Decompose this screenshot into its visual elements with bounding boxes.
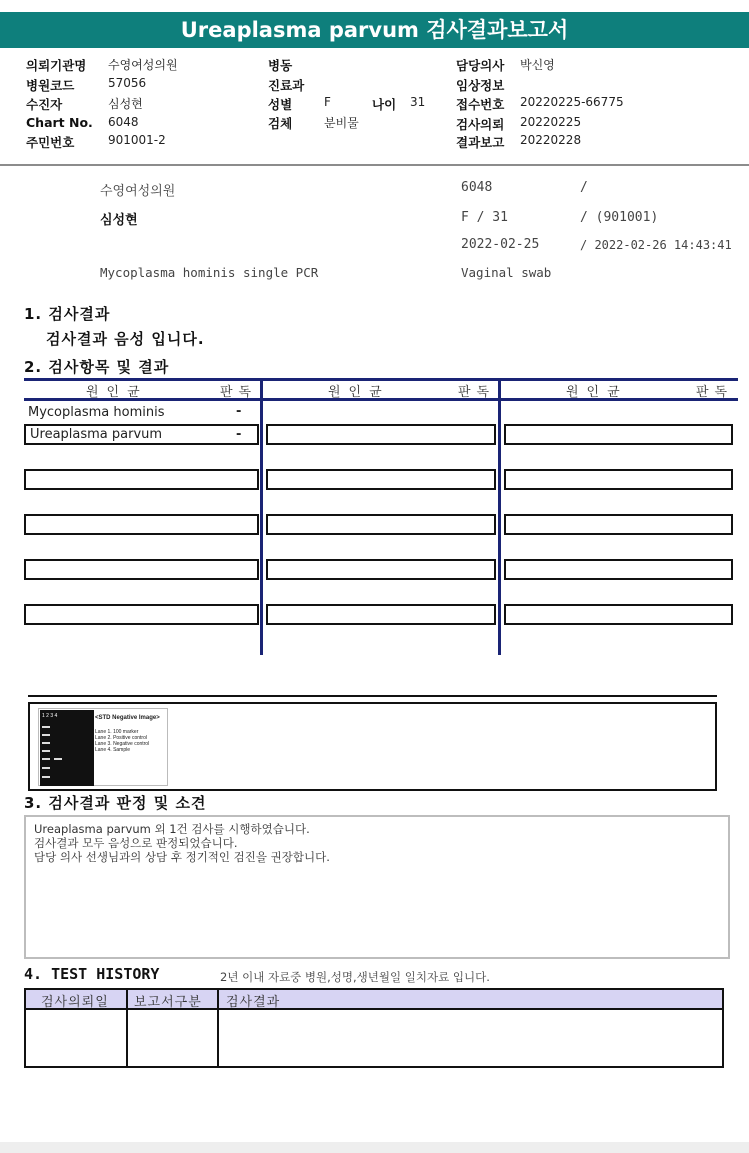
- history-col-type: 보고서구분: [134, 995, 202, 1010]
- history-table: [24, 988, 724, 1068]
- history-col-divider: [126, 990, 128, 1066]
- summary-patient: 심성현: [100, 213, 138, 228]
- summary-chart: 6048: [461, 180, 493, 195]
- result-cell-empty: [266, 559, 496, 580]
- chart-value: 6048: [108, 115, 139, 129]
- request-label: 검사의뢰: [456, 117, 505, 132]
- code-label: 병원코드: [26, 78, 75, 93]
- history-table-header: [26, 990, 722, 1010]
- gel-lane-1: Lane 1. 100 marker: [95, 729, 139, 735]
- results-table-col-divider-2: [498, 378, 501, 655]
- request-value: 20220225: [520, 115, 582, 129]
- col-header-judge-2: 판독: [458, 385, 496, 400]
- gel-band: [42, 750, 50, 752]
- dept-label: 진료과: [268, 78, 305, 93]
- sex-value: F: [324, 95, 331, 109]
- report-label: 결과보고: [456, 135, 505, 150]
- gel-band: [42, 767, 50, 769]
- report-title: Ureaplasma parvum 검사결과보고서: [0, 12, 749, 48]
- clinical-label: 임상정보: [456, 78, 505, 93]
- result-cell-empty: [24, 514, 259, 535]
- history-note: 2년 이내 자료중 병원,성명,생년월일 일치자료 입니다.: [220, 970, 490, 984]
- code-value: 57056: [108, 76, 147, 90]
- result-cell-empty: [504, 514, 733, 535]
- opinion-line: 담당 의사 선생님과의 상담 후 정기적인 검진을 권장합니다.: [34, 850, 330, 864]
- gel-lane-3: Lane 3. Negative control: [95, 741, 150, 747]
- report-value: 20220228: [520, 133, 582, 147]
- section4-title: 4. TEST HISTORY: [24, 965, 160, 983]
- gel-lane-2: Lane 2. Positive control: [95, 735, 147, 741]
- result-cell-empty: [266, 469, 496, 490]
- gel-band: [42, 726, 50, 728]
- col-header-judge-1: 판독: [220, 385, 258, 400]
- section3-title: 3. 검사결과 판정 및 소견: [24, 794, 207, 812]
- rrn-value: 901001-2: [108, 133, 166, 147]
- patient-value: 심성현: [108, 97, 143, 111]
- summary-hospital: 수영여성의원: [100, 184, 176, 199]
- hospital-label: 의뢰기관명: [26, 58, 87, 73]
- specimen-label: 검체: [268, 116, 293, 131]
- result-cell-empty: [24, 559, 259, 580]
- hospital-value: 수영여성의원: [108, 58, 178, 72]
- gel-title: <STD Negative Image>: [95, 715, 160, 721]
- result-cell-empty: [504, 604, 733, 625]
- ward-label: 병동: [268, 58, 293, 73]
- gel-electrophoresis-image: [38, 708, 168, 786]
- gel-band: [42, 776, 50, 778]
- gel-lane-4: Lane 4. Sample: [95, 747, 131, 753]
- opinion-box: [24, 815, 730, 959]
- footer-strip: [0, 1142, 749, 1153]
- col-header-organism-2: 원인균: [328, 385, 390, 400]
- sex-label: 성별: [268, 97, 293, 112]
- col-header-organism-3: 원인균: [566, 385, 628, 400]
- col-header-judge-3: 판독: [696, 385, 734, 400]
- rrn-label: 주민번호: [26, 135, 75, 150]
- gel-lanes: [40, 710, 94, 786]
- age-label: 나이: [372, 97, 397, 112]
- result-row-judgment: -: [236, 404, 242, 419]
- opinion-line: Ureaplasma parvum 외 1건 검사를 시행하였습니다.: [34, 822, 310, 836]
- result-row-name: Ureaplasma parvum: [30, 427, 163, 442]
- receipt-value: 20220225-66775: [520, 95, 624, 109]
- summary-date-request: 2022-02-25: [461, 237, 540, 252]
- history-col-result: 검사결과: [226, 995, 281, 1010]
- summary-birth: / (901001): [580, 210, 659, 225]
- section2-title: 2. 검사항목 및 결과: [24, 358, 170, 376]
- result-cell-empty: [266, 514, 496, 535]
- gel-divider: [28, 695, 717, 697]
- history-col-divider: [217, 990, 219, 1066]
- header-info: [0, 48, 749, 166]
- gel-band: [42, 742, 50, 744]
- result-cell: [24, 424, 259, 445]
- patient-label: 수진자: [26, 97, 63, 112]
- result-cell-empty: [504, 424, 733, 445]
- result-cell-empty: [504, 469, 733, 490]
- doctor-label: 담당의사: [456, 58, 505, 73]
- result-cell-empty: [504, 559, 733, 580]
- doctor-value: 박신영: [520, 58, 555, 72]
- summary-test-name: Mycoplasma hominis single PCR: [100, 265, 319, 280]
- summary-sex-age: F / 31: [461, 210, 508, 225]
- results-table-col-divider-1: [260, 378, 263, 655]
- result-cell-empty: [24, 604, 259, 625]
- header-divider: [0, 164, 749, 166]
- summary-specimen: Vaginal swab: [461, 265, 552, 280]
- age-value: 31: [410, 95, 426, 109]
- gel-band: [42, 734, 50, 736]
- col-header-organism-1: 원인균: [86, 385, 148, 400]
- summary-date-result: / 2022-02-26 14:43:41: [580, 238, 732, 252]
- gel-lane-numbers: 1 2 3 4: [42, 713, 58, 719]
- history-col-date: 검사의뢰일: [41, 995, 109, 1010]
- summary-slash: /: [580, 180, 588, 195]
- gel-band: [42, 758, 50, 760]
- result-cell-empty: [266, 424, 496, 445]
- receipt-label: 접수번호: [456, 97, 505, 112]
- specimen-value: 분비물: [324, 116, 359, 130]
- result-row-judgment: -: [236, 427, 242, 442]
- section1-title: 1. 검사결과: [24, 305, 111, 323]
- gel-band: [54, 758, 62, 760]
- chart-label: Chart No.: [26, 115, 93, 130]
- result-row-name: Mycoplasma hominis: [28, 405, 165, 420]
- opinion-line: 검사결과 모두 음성으로 판정되었습니다.: [34, 836, 238, 850]
- result-cell-empty: [266, 604, 496, 625]
- section1-result: 검사결과 음성 입니다.: [46, 330, 205, 348]
- result-cell-empty: [24, 469, 259, 490]
